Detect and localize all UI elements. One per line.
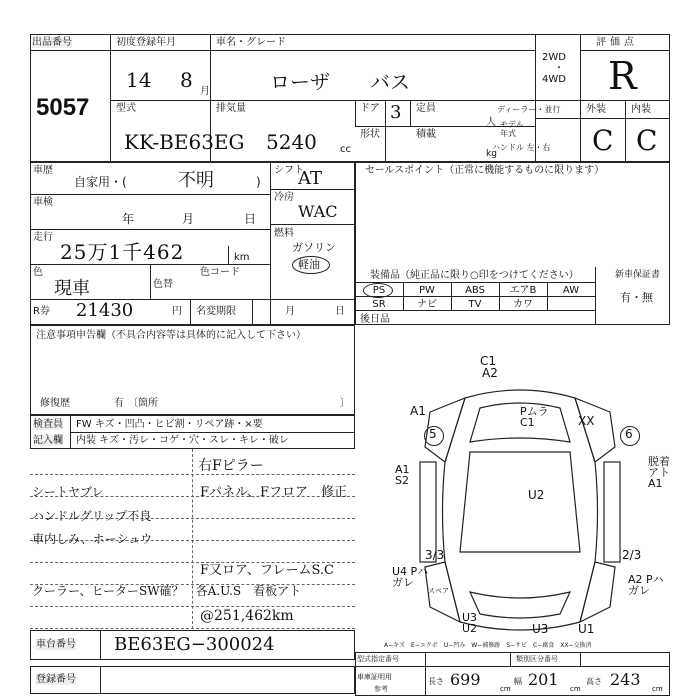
expiry-month: 月 xyxy=(285,306,295,317)
grade-label: 評価点 xyxy=(596,37,638,48)
mark-a2-top: A2 xyxy=(482,366,498,380)
retrofit-label: 後日品 xyxy=(360,314,390,325)
mark-5: 5 xyxy=(429,427,437,441)
repair-label: 修復歴 xyxy=(40,398,70,409)
expiry-day: 日 xyxy=(335,306,345,317)
fuel-gasoline: ガソリン xyxy=(292,241,336,254)
lot-label: 出品番号 xyxy=(32,37,72,48)
equip-ps: PS xyxy=(372,285,386,296)
equip-sr: SR xyxy=(372,299,386,310)
first-reg-month: 8 xyxy=(180,68,193,92)
color-change-label: 色替 xyxy=(153,279,173,290)
height-label: 高さ xyxy=(586,677,602,686)
kg-unit: kg xyxy=(486,149,497,159)
inspector-row-1: FW キズ・凹凸・ヒビ割・リペア跡・×要 xyxy=(76,419,263,430)
equipment-grid xyxy=(355,283,595,311)
chassis-value: BE63EG−300024 xyxy=(114,634,275,655)
mileage-label: 走行 xyxy=(33,232,53,243)
aircon-value: WAC xyxy=(298,202,338,221)
lot-number: 5057 xyxy=(36,94,90,121)
model-year-label: モデル 年式 xyxy=(500,120,524,138)
history-suffix: ) xyxy=(256,175,261,189)
carname-value: ローザ バス xyxy=(270,70,410,94)
width-label: 幅 xyxy=(514,677,522,686)
warranty-label: 新車保証書 xyxy=(615,270,661,280)
remark-2: Fパネル、Fフロア 修正 xyxy=(200,485,348,500)
remark-8: @251,462km xyxy=(200,608,294,624)
width-value: 201 xyxy=(528,670,559,689)
drive-dot: ・ xyxy=(554,63,564,74)
fuel-label: 燃料 xyxy=(274,228,294,239)
mark-c1: C1 xyxy=(480,354,497,368)
registration-frame xyxy=(30,666,355,694)
inspection-month: 月 xyxy=(182,212,195,226)
equip-pw: PW xyxy=(419,285,435,296)
repair-close: 〕 xyxy=(340,398,350,409)
model-label: 型式 xyxy=(116,103,136,114)
inspection-label: 車検 xyxy=(33,197,53,208)
dealer-label: ディーラー・並行 xyxy=(497,105,561,114)
equip-leather: カワ xyxy=(513,299,533,310)
notes-title: 注意事項申告欄（不具合内容等は具体的に記入して下さい） xyxy=(36,330,306,341)
mark-u4: U4 Pハガレ xyxy=(392,565,429,589)
mileage-value: 25万1千462 xyxy=(60,240,185,264)
equipment-title: 装備品（純正品に限り○印をつけてください） xyxy=(370,270,579,281)
mark-6: 6 xyxy=(625,427,633,441)
remark-5: 車内しみ、ホーシュウ xyxy=(32,532,153,546)
history-prefix: 自家用・( xyxy=(74,175,127,189)
mark-u3: U3 xyxy=(532,622,549,636)
inspection-year: 年 xyxy=(122,212,135,226)
length-label: 長さ xyxy=(428,677,444,686)
registration-label: 登録番号 xyxy=(36,674,76,685)
warranty-value: 有・無 xyxy=(620,291,653,304)
history-label: 車歴 xyxy=(33,165,53,176)
repair-value: 有 xyxy=(114,398,124,409)
fourwd-label: 4WD xyxy=(542,74,566,85)
first-reg-year: 14 xyxy=(126,68,152,92)
month-unit: 月 xyxy=(200,86,210,97)
equip-aw: AW xyxy=(562,285,580,296)
history-value: 不明 xyxy=(178,170,214,191)
mark-a1-left: A1 xyxy=(410,404,426,418)
exterior-label: 外装 xyxy=(586,104,606,115)
registration-expiry-label: 名変期限 xyxy=(196,306,236,317)
shape-label: 形状 xyxy=(360,129,380,140)
aircon-label: 冷房 xyxy=(274,192,294,203)
length-cm: cm xyxy=(500,685,511,693)
mark-a1-s2: A1 S2 xyxy=(395,463,410,487)
length-value: 699 xyxy=(450,670,481,689)
yen-unit: 円 xyxy=(172,306,182,317)
chassis-label: 車台番号 xyxy=(36,639,76,650)
km-unit: km xyxy=(234,252,250,263)
exterior-grade: C xyxy=(592,124,614,157)
doors-value: 3 xyxy=(390,102,402,123)
equip-tv: TV xyxy=(468,299,482,310)
mark-2-3: 2/3 xyxy=(622,548,642,562)
remark-7: クーラー、ヒーターSW確？ 各A.U.S 看板アト xyxy=(32,584,302,598)
grade-value: R xyxy=(608,54,637,98)
inspector-label-b: 記入欄 xyxy=(33,435,63,446)
remark-6: F又ロア、フレームS.C xyxy=(200,563,334,578)
repair-location: 〔箇所 xyxy=(128,398,158,409)
height-value: 243 xyxy=(610,670,641,689)
person-unit: 人 xyxy=(486,117,496,128)
cc-unit: cc xyxy=(340,144,351,155)
displacement-value: 5240 xyxy=(266,130,317,154)
color-code-label: 色コード xyxy=(200,267,240,278)
carname-label: 車名・グレード xyxy=(216,37,286,48)
shift-label: シフト xyxy=(274,165,304,176)
fuel-light-oil: 軽油 xyxy=(298,258,320,271)
recycle-value: 21430 xyxy=(76,300,134,321)
inspector-row-2: 内装 キズ・汚レ・コゲ・穴・スレ・キレ・破レ xyxy=(76,435,289,446)
mark-a2-right: A2 Pハガレ xyxy=(628,573,664,597)
sales-point-title: セールスポイント（正常に機能するものに限ります） xyxy=(365,165,605,176)
equip-airbag: エアB xyxy=(509,285,537,296)
mark-xx: XX xyxy=(578,414,595,428)
shift-value: AT xyxy=(298,168,323,189)
model-value: KK-BE63EG xyxy=(124,130,245,154)
legend: A−キズ E−エクボ U−凹み W−補修跡 S−サビ C−腐食 XX−交換済 xyxy=(384,642,592,649)
class-label: 類別区分番号 xyxy=(516,655,558,663)
mark-u2-center: U2 xyxy=(528,488,545,502)
color-value: 現車 xyxy=(54,278,90,299)
remark-4: ハンドルグリップ不良 xyxy=(32,509,152,523)
height-cm: cm xyxy=(652,685,663,693)
ref-label: 参考 xyxy=(374,685,388,693)
vehicle-diagram xyxy=(370,352,670,648)
doors-label: ドア xyxy=(360,103,380,114)
inspection-day: 日 xyxy=(244,212,257,226)
recycle-label: R券 xyxy=(33,306,50,317)
color-label: 色 xyxy=(33,267,43,278)
auction-sheet xyxy=(30,34,670,696)
type-cert-label: 型式指定番号 xyxy=(357,655,399,663)
vehicle-cert-label: 車庫証明用 xyxy=(357,673,392,681)
width-cm: cm xyxy=(570,685,581,693)
mark-u3-u2: U3 U2 xyxy=(462,611,478,635)
remark-3: シートヤブレ xyxy=(32,485,104,499)
load-label: 積載 xyxy=(416,129,436,140)
interior-grade: C xyxy=(636,124,658,157)
displacement-label: 排気量 xyxy=(216,103,246,114)
inspector-label-a: 検査員 xyxy=(33,419,63,430)
mark-detach: 脱着アト A1 xyxy=(648,455,670,490)
twowd-label: 2WD xyxy=(542,52,566,63)
equip-navi: ナビ xyxy=(417,299,437,310)
remark-1: 右Fピラー xyxy=(198,458,264,474)
interior-label: 内装 xyxy=(631,104,651,115)
mark-u1: U1 xyxy=(578,622,595,636)
first-reg-label: 初度登録年月 xyxy=(116,37,176,48)
capacity-label: 定員 xyxy=(416,103,436,114)
handle-label: ハンドル 左・右 xyxy=(492,143,551,152)
spare-label: スペア xyxy=(428,587,449,595)
equip-abs: ABS xyxy=(465,285,485,296)
mark-3-3: 3/3 xyxy=(425,548,445,562)
mark-p-mura: PムラC1 xyxy=(520,405,549,429)
